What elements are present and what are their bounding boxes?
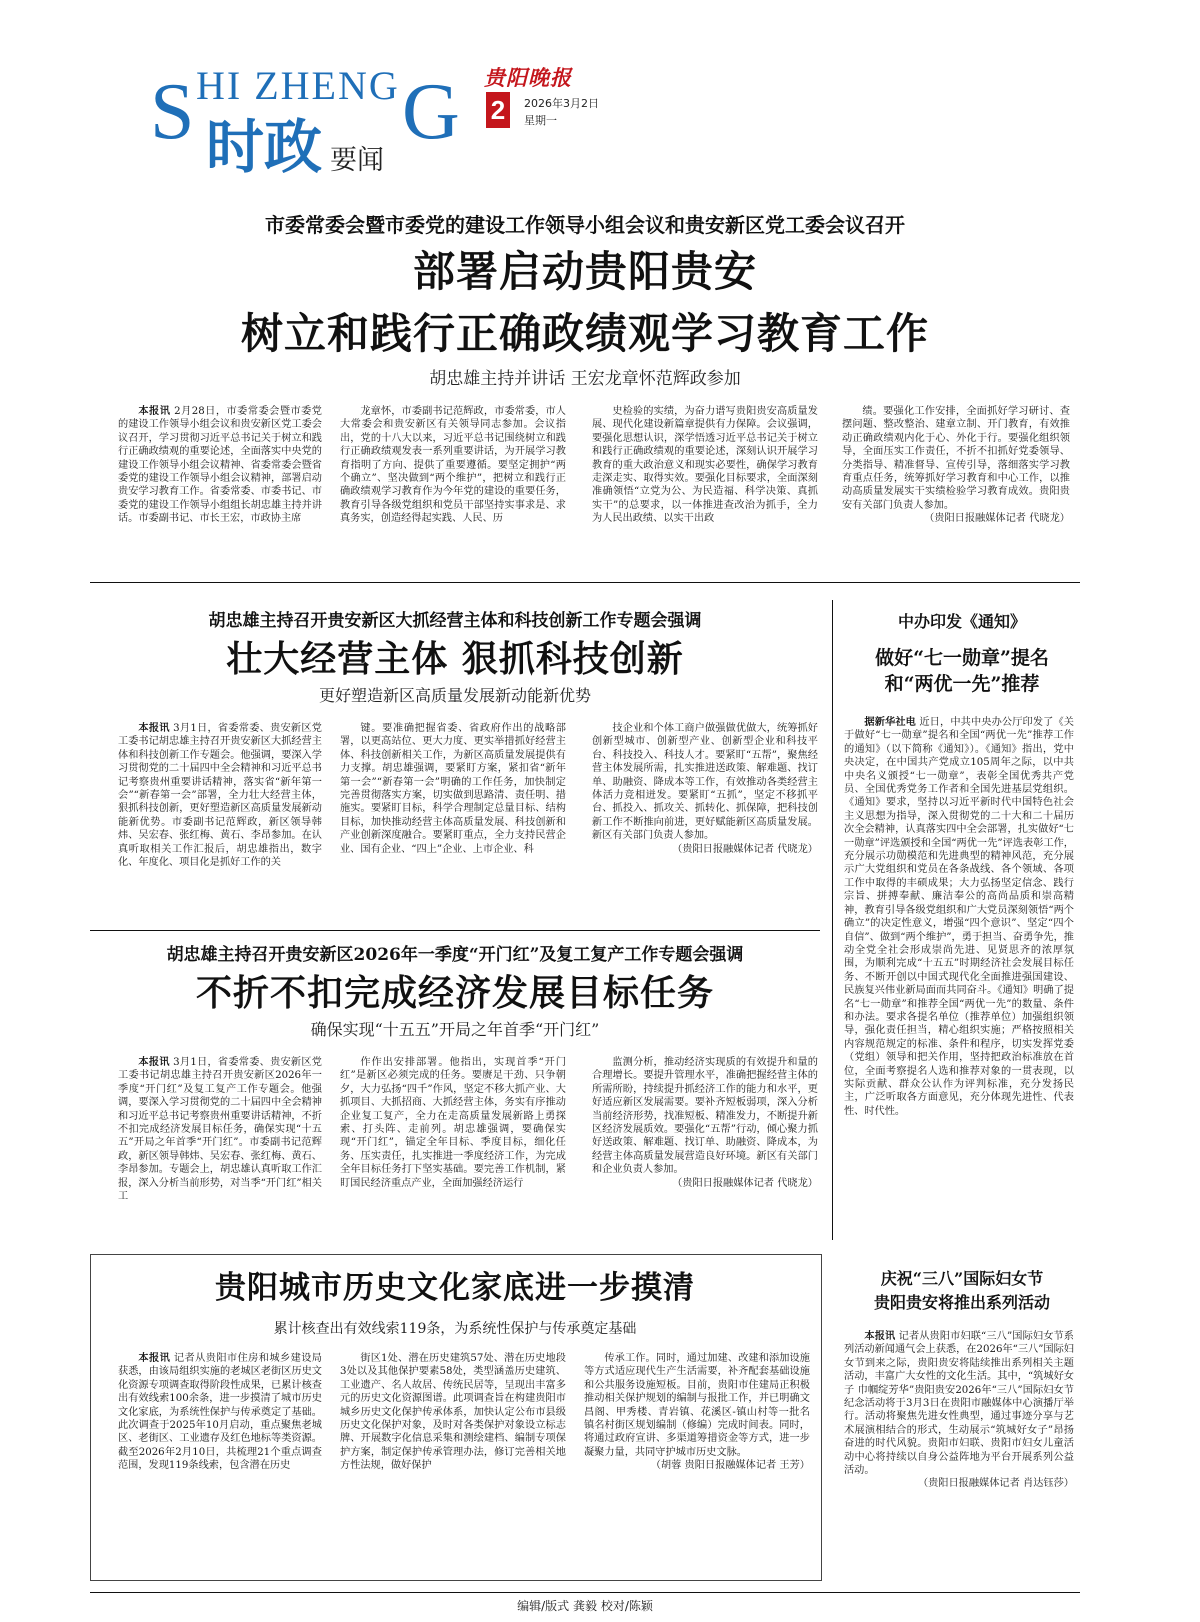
article1-kicker: 市委常委会暨市委党的建设工作领导小组会议和贵安新区党工委会议召开 bbox=[265, 213, 905, 237]
article4-col3-text: 传承工作。同时，通过加建、改建和添加设施等方式适应现代生产生活需要，补齐配套基础设施和公共服务设施短板。目前，贵阳市住建局正积极推动相关保护规划的编制与报批工作，并已明确文昌阁、甲秀楼、青岩镇、花溪区-镇山村等一批名镇名村街区规划编制（修编）完成时间表。同时，将通过政府宣讲、多渠道筹措资金等方式，进一步凝聚力量，共同守护城市历史文脉。 bbox=[584, 1353, 810, 1458]
article3-column-1 bbox=[118, 1056, 322, 1228]
article4-column-1 bbox=[118, 1352, 322, 1572]
article3-headline: 不折不扣完成经济发展目标任务 bbox=[195, 973, 714, 1014]
divider bbox=[90, 582, 1080, 583]
issue-weekday: 星期一 bbox=[524, 114, 557, 127]
sidebar-divider bbox=[832, 600, 833, 1240]
article2-kicker: 胡忠雄主持召开贵安新区大抓经营主体和科技创新工作专题会强调 bbox=[208, 611, 702, 631]
article2-col1-text: 3月1日，省委常委、贵安新区党工委书记胡忠雄主持召开贵安新区大抓经营主体和科技创新工作专题会。他强调，要深入学习贯彻党的二十届四中全会精神和习近平总书记考察贵州重要讲话精神，落实省“新年第一会”“新春第一会”部署，全力壮大经营主体，狠抓科技创新，更好塑造新区高质量发展新动能新优势。市委副书记范辉政，新区领导韩炜、吴宏春、张红梅、黄石、李昂参加。在认真听取相关工作汇报后，胡忠雄指出，数字化、年度化、项目化是抓好工作的关 bbox=[118, 723, 322, 869]
article2-column-2 bbox=[340, 722, 566, 917]
article1-headline-line2: 树立和践行正确政绩观学习教育工作 bbox=[240, 309, 929, 358]
article1-lead-tag: 本报讯 bbox=[138, 405, 171, 417]
masthead-letter-g: G bbox=[402, 68, 460, 156]
sidebar2-lead-tag: 本报讯 bbox=[864, 1330, 896, 1342]
article1-column-1 bbox=[118, 405, 322, 555]
article3-lead-tag: 本报讯 bbox=[138, 1056, 170, 1068]
article1-col4-text: 绩。要强化工作安排，全面抓好学习研讨、查摆问题、整改整治、建章立制、开门教育，有效推动正确政绩观内化于心、外化于行。要强化组织领导，全面压实工作责任，不折不扣抓好党委领导、分类指导、精准督导、宣传引导，落细落实学习教育重点任务，统筹抓好学习教育和中心工作，以推动高质量发展实干实绩检验学习教育成效。贵阳贵安有关部门负责人参加。 bbox=[842, 406, 1070, 511]
article4-lead-tag: 本报讯 bbox=[138, 1352, 171, 1364]
article4-column-3 bbox=[584, 1352, 810, 1572]
article1-col2-text: 龙章怀，市委副书记范辉政，市委常委，市人大常委会和贵安新区有关领导同志参加。会议指出，党的十八大以来，习近平总书记围绕树立和践行正确政绩观发表一系列重要讲话，为开展学习教育指明了方向、提供了重要遵循。要坚定拥护“两个确立”、坚决做到“两个维护”，把树立和践行正确政绩观学习教育作为今年党的建设的重要任务，教育引导各级党组织和党员干部坚持实事求是、求真务实，创造经得起实践、人民、历 bbox=[340, 406, 566, 525]
article2-column-1 bbox=[118, 722, 322, 917]
article2-col2-text: 键。要准确把握省委、省政府作出的战略部署，以更高站位、更大力度、更实举措抓好经营主体、科技创新相关工作，为新区高质量发展提供有力支撑。胡忠雄强调，要紧盯方案，紧扣省“新年第一会”“新春第一会”明确的工作任务，加快制定完善贯彻落实方案，切实做到思路清、责任明、措施实。要紧盯目标，科学合理制定总量目标、结构目标，加快推动经营主体高质量发展、科技创新和产业创新深度融合。要紧盯重点，全力支持民营企业、国有企业、“四上”企业、上市企业、科 bbox=[340, 723, 566, 855]
article4-column-2 bbox=[340, 1352, 566, 1572]
article4-headline: 贵阳城市历史文化家底进一步摸清 bbox=[215, 1270, 695, 1306]
sidebar1-headline-line1: 做好“七一勋章”提名 bbox=[875, 647, 1049, 669]
article1-column-3 bbox=[592, 405, 818, 555]
article3-col3-text: 监测分析，推动经济实现质的有效提升和量的合理增长。要提升管理水平，准确把握经营主体的所需所盼，持续提升抓经济工作的能力和水平，更好适应新区发展需要。要补齐短板弱项，深入分析当前经济形势，找准短板、精准发力，不断提升新区经济发展质效。要强化“五帮”行动，倾心聚力抓好送政策、解难题、找订单、助融资、降成本，为经营主体高质量发展营造良好环境。新区有关部门和企业负责人参加。 bbox=[592, 1057, 818, 1176]
issue-date: 2026年3月2日 bbox=[524, 97, 599, 110]
section-subtitle: 要闻 bbox=[330, 145, 384, 176]
article3-subhead: 确保实现“十五五”开局之年首季“开门红” bbox=[310, 1020, 600, 1039]
section-title: 时政 bbox=[206, 113, 323, 181]
article1-column-2 bbox=[340, 405, 566, 555]
article3-col1-text: 3月1日，省委常委、贵安新区党工委书记胡忠雄主持召开贵安新区2026年一季度“开门红”及复工复产工作专题会。他强调，要深入学习贯彻党的二十届四中全会精神和习近平总书记考察贵州重要讲话精神，不折不扣完成经济发展目标任务，确保实现“十五五”开局之年首季“开门红”。市委副书记范辉政，新区领导韩炜、吴宏春、张红梅、黄石、李昂参加。专题会上，胡忠雄认真听取工作汇报，深入分析当前形势，对当季“开门红”相关工 bbox=[118, 1057, 322, 1203]
footer-divider bbox=[90, 1592, 1080, 1593]
article1-column-4 bbox=[842, 405, 1070, 555]
page-number: 2 bbox=[486, 92, 510, 128]
sidebar2-headline-line2: 贵阳贵安将推出系列活动 bbox=[873, 1293, 1050, 1312]
sidebar1-lead-tag: 据新华社电 bbox=[864, 716, 916, 728]
article1-subhead: 胡忠雄主持并讲话 王宏龙章怀范辉政参加 bbox=[429, 369, 741, 389]
article4-col2-text: 街区1处、潜在历史建筑57处、潜在历史地段3处以及其他保护要素58处，类型涵盖历史建筑、工业遗产、名人故居、传统民居等，呈现出丰富多元的历史文化资源图谱。此项调查旨在构建贵阳市城乡历史文化保护传承体系，加快认定公布市县级历史文化保护对象，及时对各类保护对象设立标志牌、开展数字化信息采集和测绘建档、编制专项保护方案，制定保护传承管理办法，修订完善相关地方性法规，做好保护 bbox=[340, 1353, 566, 1472]
article3-col2-text: 作作出安排部署。他指出，实现首季“开门红”是新区必须完成的任务。要赓足干劲、只争朝夕，大力弘扬“四千”作风，坚定不移大抓产业、大抓项目、大抓招商、大抓经营主体，务实有序推动企业复工复产，全力在走高质量发展新路上勇探索、打头阵、走前列。胡忠雄强调，要确保实现“开门红”，锚定全年目标、季度目标，细化任务、压实责任，扎实推进一季度经济工作，为完成全年目标任务打下坚实基础。要完善工作机制，紧盯国民经济重点产业，全面加强经济运行 bbox=[340, 1057, 566, 1189]
article3-column-2 bbox=[340, 1056, 566, 1228]
sidebar2-text: 记者从贵阳市妇联“三八”国际妇女节系列活动新闻通气会上获悉，在2026年“三八”国际妇女节到来之际，贵阳贵安将陆续推出系列相关主题活动，丰富广大女性的文化生活。其中，“筑城好女子 巾帼绽芳华”贵阳贵安2026年“三八”国际妇女节纪念活动将于3月3日在贵阳市融媒体中心演播厅举行。活动将聚焦先进女性典型，通过事迹分享与艺术展演相结合的形式，生动展示“筑城好女子”昂扬奋进的时代风貌。贵阳市妇联、贵阳市妇女儿童活动中心将持续以自身公益阵地为平台开展系列公益活动。 bbox=[844, 1331, 1074, 1477]
sidebar1-headline-line2: 和“两优一先”推荐 bbox=[884, 673, 1040, 695]
masthead-letters: HI ZHENG bbox=[196, 63, 400, 108]
article3-kicker: 胡忠雄主持召开贵安新区2026年一季度“开门红”及复工复产工作专题会强调 bbox=[166, 945, 744, 965]
article3-column-3 bbox=[592, 1056, 818, 1228]
article1-col1-text: 2月28日，市委常委会暨市委党的建设工作领导小组会议和贵安新区党工委会议召开，学习贯彻习近平总书记关于树立和践行正确政绩观的重要论述，全面落实中央党的建设工作领导小组会议精神、省委常委会暨省委党的建设工作领导小组会议精神，部署启动贵安学习教育工作。省委常委、市委书记、市委党的建设工作领导小组组长胡忠雄主持并讲话。市委副书记、市长王宏，市政协主席 bbox=[118, 406, 322, 525]
article4-col1-text: 记者从贵阳市住房和城乡建设局获悉，由该局组织实施的老城区老街区历史文化资源专项调查取得阶段性成果，已累计核查出有效线索100余条，进一步摸清了城市历史文化家底，为系统性保护与传承奠定了基础。此次调查于2025年10月启动，重点聚焦老城区、老街区、工业遗存及红色地标等类资源。截至2026年2月10日，共梳理21个重点调查范围，发现119条线索，包含潜在历史 bbox=[118, 1353, 322, 1472]
article2-lead-tag: 本报讯 bbox=[138, 722, 170, 734]
newspaper-logo: 贵阳晚报 bbox=[484, 65, 572, 90]
article4-credit: （胡蓉 贵阳日报融媒体记者 王芳） bbox=[650, 1460, 810, 1472]
article2-column-3 bbox=[592, 722, 818, 917]
sidebar1-kicker: 中办印发《通知》 bbox=[897, 612, 1026, 631]
article1-col3-text: 史检验的实绩，为奋力谱写贵阳贵安高质量发展、现代化建设新篇章提供有力保障。会议强调，要强化思想认识，深学悟透习近平总书记关于树立和践行正确政绩观的重要论述，深刻认识开展学习教育的重大政治意义和现实必要性，确保学习教育走深走实、取得实效。要强化目标要求，全面深刻准确领悟“立党为公、为民造福、科学决策、真抓实干”的总要求，以一体推进查改治为抓手，全力为人民出政绩、以实干出政 bbox=[592, 406, 818, 525]
divider bbox=[90, 930, 820, 931]
article4-subhead: 累计核查出有效线索119条，为系统性保护与传承奠定基础 bbox=[273, 1321, 637, 1337]
article2-col3-text: 技企业和个体工商户做强做优做大，统筹抓好创新型城市、创新型产业、创新型企业和科技平台、科技投入、科技人才。要紧盯“五帮”，聚焦经营主体发展所需，扎实推进送政策、解难题、找订单、助融资、降成本等工作，有效推动各类经营主体活力竞相迸发。要紧盯“五抓”，坚定不移抓平台、抓投入、抓攻关、抓转化、抓保障，把科技创新工作不断推向前进，更好赋能新区高质量发展。新区有关部门负责人参加。 bbox=[592, 723, 818, 842]
article2-credit: （贵阳日报融媒体记者 代晓龙） bbox=[672, 843, 818, 855]
sidebar1-body bbox=[844, 716, 1074, 1236]
article2-headline: 壮大经营主体 狠抓科技创新 bbox=[226, 639, 684, 680]
masthead-letter-s: S bbox=[150, 68, 195, 156]
sidebar2-credit: （贵阳日报融媒体记者 肖达钰莎） bbox=[917, 1478, 1074, 1490]
article2-subhead: 更好塑造新区高质量发展新动能新优势 bbox=[318, 686, 591, 705]
sidebar2-body bbox=[844, 1330, 1074, 1580]
article1-credit: （贵阳日报融媒体记者 代晓龙） bbox=[924, 513, 1070, 525]
sidebar2-headline-line1: 庆祝“三八”国际妇女节 bbox=[880, 1269, 1044, 1288]
article1-headline-line1: 部署启动贵阳贵安 bbox=[412, 247, 757, 296]
article3-credit: （贵阳日报融媒体记者 代晓龙） bbox=[672, 1177, 818, 1189]
sidebar1-text: 近日，中共中央办公厅印发了《关于做好“七一勋章”提名和全国“两优一先”推荐工作的通知》（以下简称《通知》）。《通知》指出，党中央决定，在中国共产党成立105周年之际，以中共中央名义颁授“七一勋章”，表彰全国优秀共产党员、全国优秀党务工作者和全国先进基层党组织。《通知》要求，坚持以习近平新时代中国特色社会主义思想为指导，深入贯彻党的二十大和二十届历次全会精神，认真落实四中全会部署，扎实做好“七一勋章”评选颁授和全国“两优一先”评选表彰工作，充分展示功勋模范和先进典型的精神风范，充分展示广大党组织和党员在各条战线、各个领域、各项工作中取得的丰硕成果；大力弘扬坚定信念、践行宗旨、拼搏奉献、廉洁奉公的高尚品质和崇高精神，教育引导各级党组织和广大党员深刻领悟“两个确立”的决定性意义，增强“四个意识”、坚定“四个自信”、做到“两个维护”，勇于担当、奋勇争先，推动全党全社会形成崇尚先进、见贤思齐的浓厚氛围，为顺利完成“十五五”时期经济社会发展目标任务、不断开创以中国式现代化全面推进强国建设、民族复兴伟业新局面而共同奋斗。《通知》明确了提名“七一勋章”和推荐全国“两优一先”的数量、条件和办法。要求各提名单位（推荐单位）加强组织领导，强化责任担当，精心组织实施；严格按照相关内容规范规定的标准、条件和程序，切实发挥党委（党组）领导和把关作用，坚持把政治标准放在首位，全面考察提名人选和推荐对象的一贯表现，以实际贡献、群众公认作为评判标准，充分发扬民主，广泛听取各方面意见，充分体现先进性、代表性、时代性。 bbox=[844, 717, 1074, 1117]
footer-credits: 编辑/版式 龚毅 校对/陈颖 bbox=[517, 1599, 653, 1613]
